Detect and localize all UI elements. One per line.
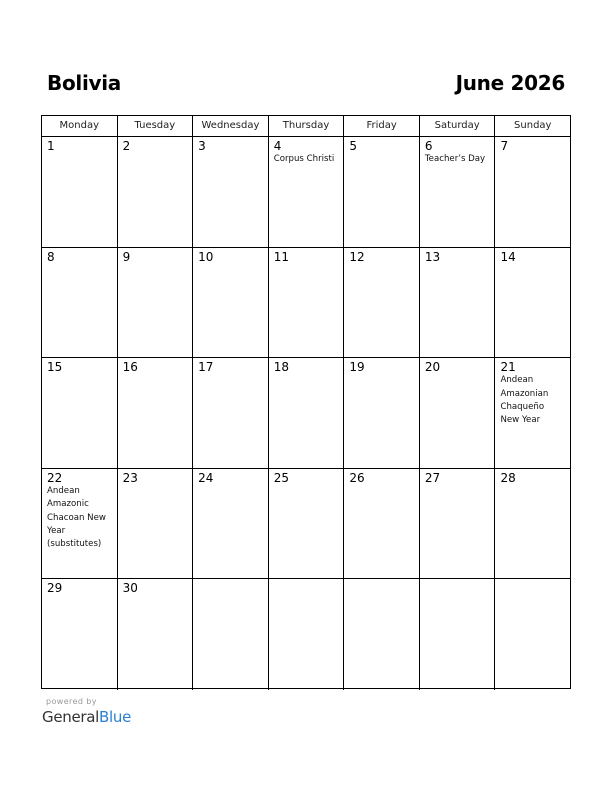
country-title: Bolivia (47, 71, 121, 95)
day-number: 19 (349, 360, 365, 375)
weekday-friday: Friday (344, 116, 420, 136)
brand-first: General (42, 708, 100, 726)
day-number: 23 (122, 470, 138, 485)
holiday-label: Andean (500, 375, 534, 386)
week-row (42, 248, 570, 359)
day-cell (495, 469, 570, 579)
day-cell (193, 137, 269, 247)
day-cell (42, 137, 118, 247)
holiday-label: Chaqueño (500, 402, 545, 412)
weekday-tuesday: Tuesday (118, 116, 194, 136)
powered-by-label: powered by (46, 697, 97, 706)
holiday-label: New Year (500, 415, 541, 426)
day-number: 13 (424, 249, 441, 264)
week-row (42, 579, 570, 690)
day-number: 4 (273, 139, 282, 153)
day-cell (420, 137, 496, 247)
day-cell (495, 579, 570, 690)
holiday-label: Year (47, 526, 66, 536)
day-number: 17 (198, 360, 214, 375)
month-title: June 2026 (455, 71, 565, 95)
day-number: 8 (47, 249, 55, 264)
day-cell (495, 358, 570, 468)
day-cell (42, 469, 118, 579)
day-cell (269, 358, 345, 468)
day-cell (118, 358, 194, 468)
day-number: 25 (273, 470, 290, 485)
holiday-label: Amazonic (47, 499, 89, 510)
weekday-monday: Monday (42, 116, 118, 136)
day-cell (420, 248, 496, 358)
day-cell (42, 579, 118, 690)
brand-second: Blue (99, 708, 132, 726)
day-cell (344, 248, 420, 358)
weekday-header-row (42, 116, 570, 137)
day-number: 7 (500, 139, 509, 153)
day-cell (344, 358, 420, 468)
calendar-grid (41, 115, 571, 689)
day-number: 24 (198, 470, 214, 485)
day-number: 28 (500, 470, 516, 485)
day-cell (118, 469, 194, 579)
holiday-label: Amazonian (500, 388, 549, 399)
weekday-wednesday: Wednesday (193, 116, 269, 136)
day-cell (269, 248, 345, 358)
day-number: 21 (500, 360, 516, 375)
day-number: 30 (122, 581, 138, 596)
day-cell (420, 469, 496, 579)
weekday-sunday: Sunday (514, 120, 552, 131)
weekday-saturday: Saturday (420, 116, 496, 136)
day-number: 26 (349, 470, 365, 485)
day-number: 9 (122, 249, 131, 264)
day-cell (495, 248, 570, 358)
day-number: 22 (47, 470, 63, 485)
day-cell (193, 358, 269, 468)
day-cell (118, 248, 194, 358)
day-cell (193, 248, 269, 358)
day-number: 29 (47, 581, 63, 596)
weekday-thursday: Thursday (269, 116, 345, 136)
week-row (42, 137, 570, 248)
day-number: 11 (273, 249, 290, 264)
day-number: 18 (273, 360, 290, 375)
holiday-label: Chacoan New (47, 512, 106, 523)
day-cell (344, 579, 420, 690)
week-row (42, 469, 570, 580)
day-cell (42, 248, 118, 358)
day-cell (42, 358, 118, 468)
day-cell (420, 579, 496, 690)
day-number: 1 (47, 139, 55, 153)
day-cell (118, 579, 194, 690)
day-number: 5 (349, 139, 357, 153)
day-cell (495, 137, 570, 247)
day-cell (344, 137, 420, 247)
day-cell (269, 579, 345, 690)
day-cell (344, 469, 420, 579)
day-cell (269, 137, 345, 247)
calendar-weeks (42, 137, 570, 690)
day-number: 3 (198, 139, 206, 153)
day-number: 27 (424, 470, 441, 485)
day-cell (193, 469, 269, 579)
day-number: 2 (122, 139, 131, 153)
day-number: 20 (424, 360, 441, 375)
week-row (42, 358, 570, 469)
day-cell (269, 469, 345, 579)
day-number: 15 (47, 360, 63, 375)
day-cell (420, 358, 496, 468)
holiday-label: Andean (47, 485, 80, 496)
day-number: 16 (122, 360, 138, 375)
day-number: 10 (198, 249, 214, 264)
day-number: 14 (500, 249, 516, 264)
brand-logo (42, 708, 131, 726)
holiday-label: (substitutes) (47, 539, 102, 550)
holiday-label: Corpus Christi (273, 154, 335, 164)
day-number: 12 (349, 249, 365, 264)
day-cell (118, 137, 194, 247)
day-number: 6 (424, 139, 433, 153)
day-cell (193, 579, 269, 690)
holiday-label: Teacher’s Day (424, 154, 486, 164)
